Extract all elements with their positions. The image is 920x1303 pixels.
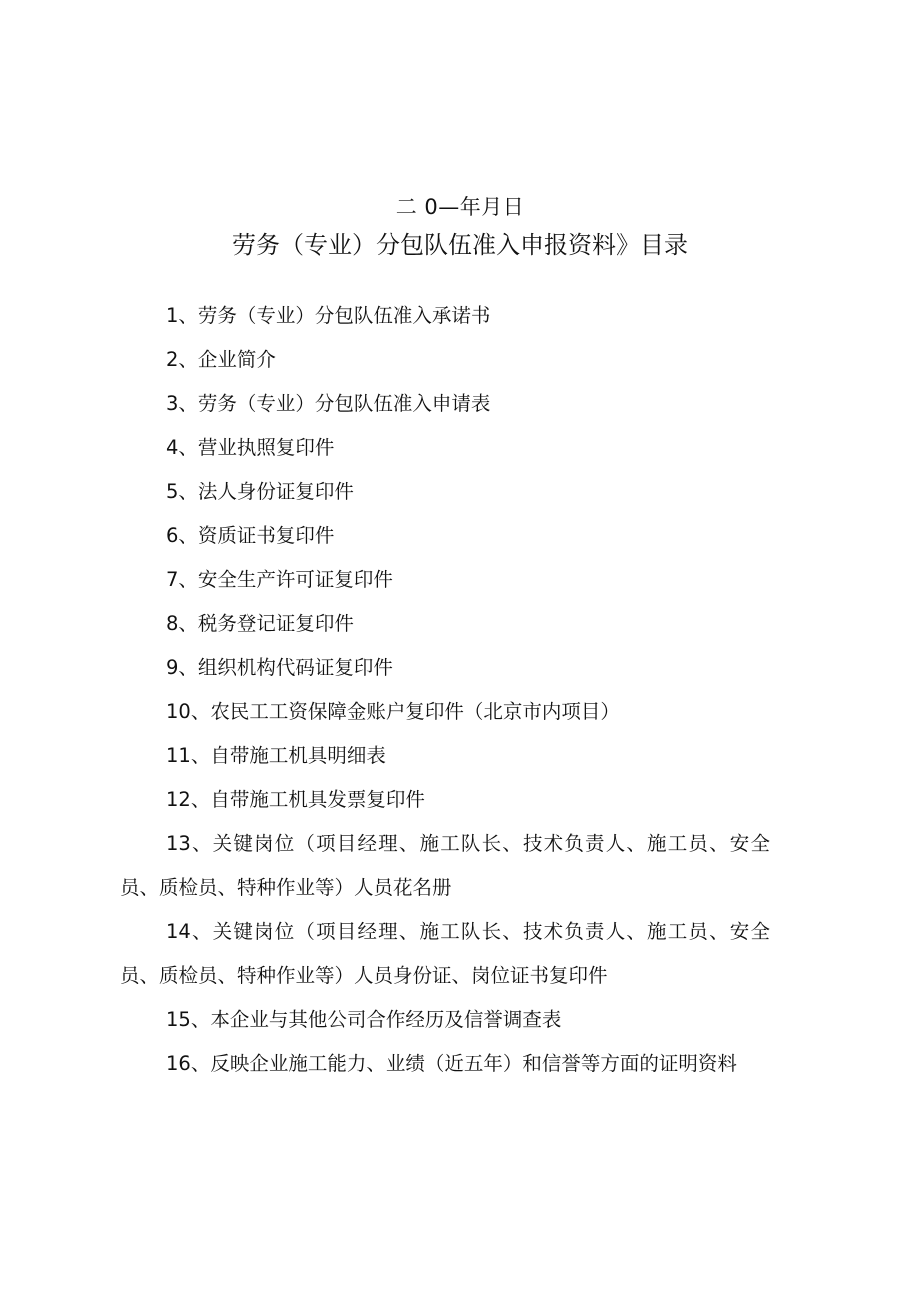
toc-item-5: 5、法人身份证复印件 bbox=[166, 480, 354, 503]
toc-item-13: 13、关键岗位（项目经理、施工队长、技术负责人、施工员、安全员、质检员、特种作业等）人员花名册 bbox=[120, 832, 770, 899]
toc-item-14: 14、关键岗位（项目经理、施工队长、技术负责人、施工员、安全员、质检员、特种作业等）人员身份证、岗位证书复印件 bbox=[120, 920, 770, 987]
toc-item-4: 4、营业执照复印件 bbox=[166, 436, 335, 459]
table-of-contents bbox=[120, 294, 770, 1086]
toc-item-3: 3、劳务（专业）分包队伍准入申请表 bbox=[166, 392, 491, 415]
toc-item-6: 6、资质证书复印件 bbox=[166, 524, 335, 547]
toc-item-9: 9、组织机构代码证复印件 bbox=[166, 656, 393, 679]
toc-item-16: 16、反映企业施工能力、业绩（近五年）和信誉等方面的证明资料 bbox=[166, 1052, 737, 1075]
toc-item-1: 1、劳务（专业）分包队伍准入承诺书 bbox=[166, 304, 491, 327]
toc-item-12: 12、自带施工机具发票复印件 bbox=[166, 788, 425, 811]
toc-item-11: 11、自带施工机具明细表 bbox=[166, 744, 386, 767]
toc-item-7: 7、安全生产许可证复印件 bbox=[166, 568, 393, 591]
toc-item-8: 8、税务登记证复印件 bbox=[166, 612, 354, 635]
date-line: 二 0—年月日 bbox=[395, 195, 525, 219]
toc-item-2: 2、企业简介 bbox=[166, 348, 276, 371]
document-title: 劳务（专业）分包队伍准入申报资料》目录 bbox=[232, 231, 688, 259]
toc-item-10: 10、农民工工资保障金账户复印件（北京市内项目） bbox=[166, 700, 620, 723]
toc-item-15: 15、本企业与其他公司合作经历及信誉调查表 bbox=[166, 1008, 562, 1031]
